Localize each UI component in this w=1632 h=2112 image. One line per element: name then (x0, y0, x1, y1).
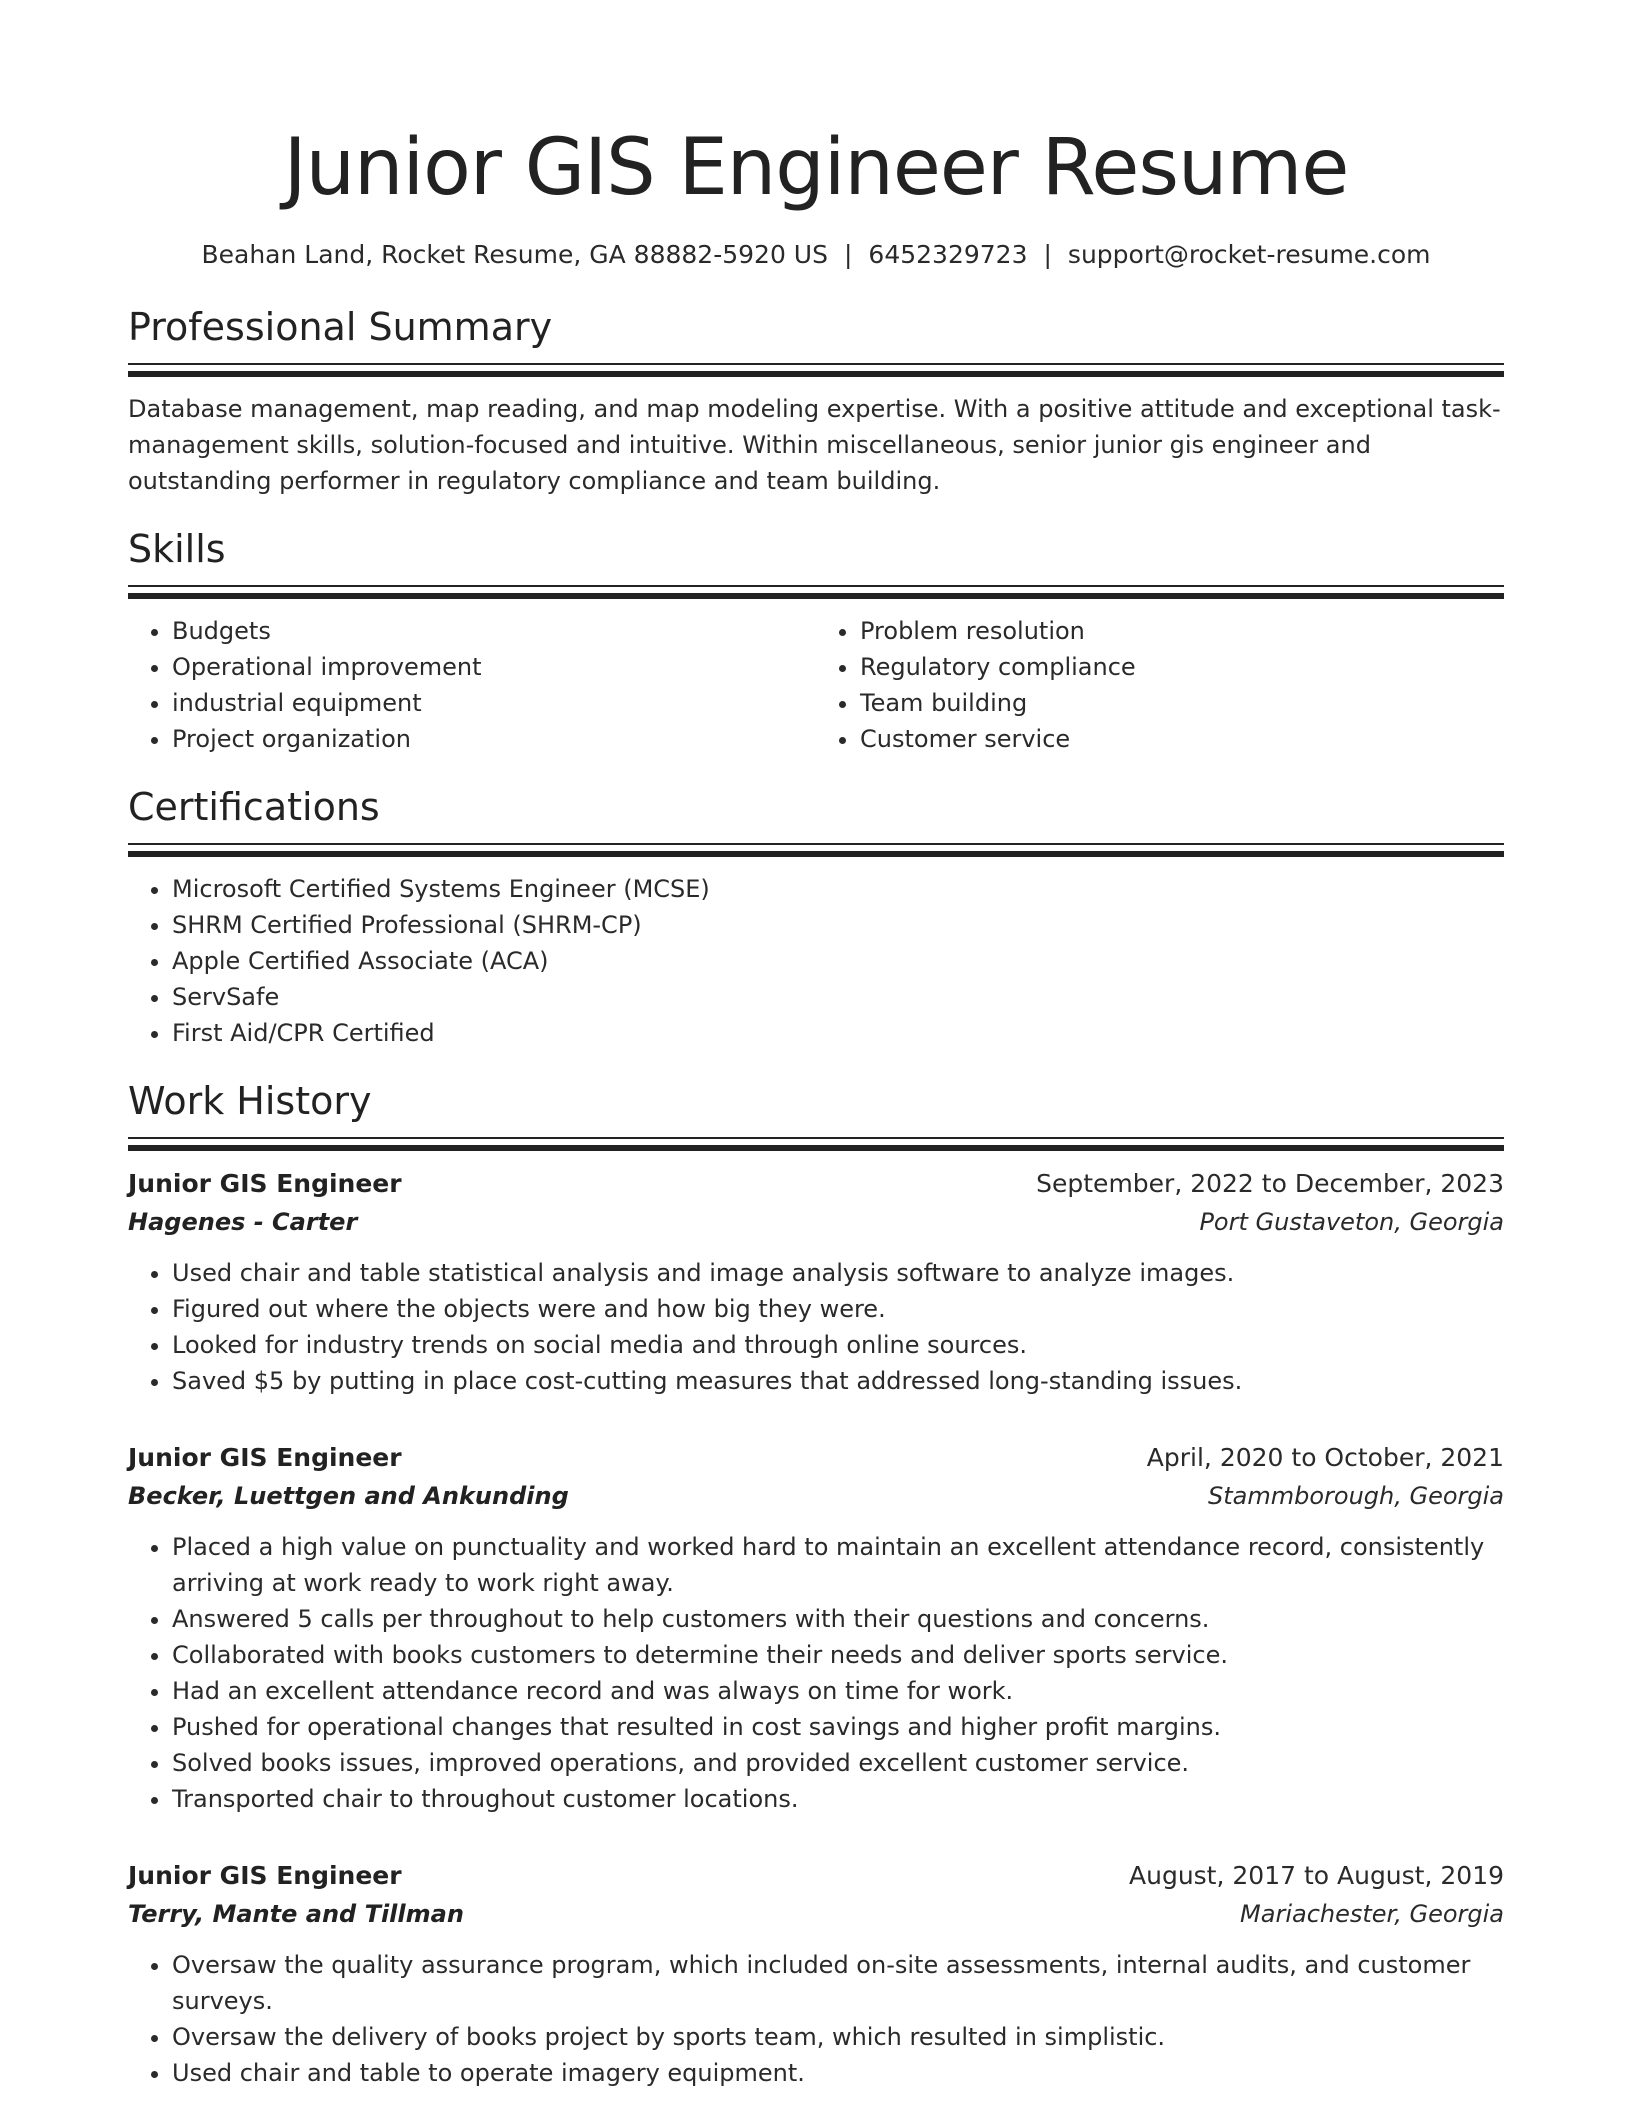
job-bullet: • Transported chair to throughout customer locations. (172, 1781, 1504, 1817)
job-company-row (128, 1895, 1504, 1933)
skill-item: • Customer service (860, 721, 1504, 757)
job-bullet: • Placed a high value on punctuality and worked hard to maintain an excellent attendance record, consistently arriving at work ready to work right away. (172, 1529, 1504, 1601)
job-bullet: • Used chair and table to operate imagery equipment. (172, 2055, 1504, 2091)
section-heading-skills: Skills (128, 527, 226, 571)
job-bullet: • Pushed for operational changes that resulted in cost savings and higher profit margins. (172, 1709, 1504, 1745)
job-header-row (128, 1857, 1504, 1895)
job-bullet: • Looked for industry trends on social media and through online sources. (172, 1327, 1504, 1363)
job-title: Junior GIS Engineer (128, 1443, 402, 1472)
job-location: Mariachester, Georgia (1240, 1900, 1504, 1928)
job-bullets (128, 1947, 1504, 2091)
job-bullet: • Collaborated with books customers to determine their needs and deliver sports service. (172, 1637, 1504, 1673)
certification-item: • Apple Certified Associate (ACA) (172, 943, 1504, 979)
resume-page (128, 0, 1504, 2091)
work-history-section (128, 1077, 1504, 2091)
resume-title: Junior GIS Engineer Resume (283, 123, 1349, 213)
job-entry (128, 1165, 1504, 1399)
summary-section (128, 303, 1504, 499)
skills-section (128, 525, 1504, 757)
certification-item: • SHRM Certified Professional (SHRM-CP) (172, 907, 1504, 943)
section-divider (128, 363, 1504, 377)
section-heading-certifications: Certifications (128, 785, 380, 829)
skill-item: • Operational improvement (172, 649, 816, 685)
skill-item: • industrial equipment (172, 685, 816, 721)
certification-item: • Microsoft Certified Systems Engineer (MCSE) (172, 871, 1504, 907)
job-bullet: • Had an excellent attendance record and was always on time for work. (172, 1673, 1504, 1709)
skills-grid (128, 599, 1504, 757)
contact-email: support@rocket-resume.com (1067, 240, 1431, 269)
section-divider (128, 585, 1504, 599)
section-divider (128, 1137, 1504, 1151)
job-bullets (128, 1255, 1504, 1399)
section-heading-summary: Professional Summary (128, 305, 553, 349)
job-company: Hagenes - Carter (128, 1208, 358, 1236)
certification-item: • First Aid/CPR Certified (172, 1015, 1504, 1051)
certifications-list (128, 871, 1504, 1051)
job-title: Junior GIS Engineer (128, 1169, 402, 1198)
contact-phone: 6452329723 (868, 240, 1028, 269)
certification-item: • ServSafe (172, 979, 1504, 1015)
skills-list-left (128, 613, 816, 757)
contact-address: Beahan Land, Rocket Resume, GA 88882-5920 US (201, 240, 828, 269)
job-bullet: • Oversaw the delivery of books project by sports team, which resulted in simplistic. (172, 2019, 1504, 2055)
section-heading-work-history: Work History (128, 1079, 372, 1123)
job-location: Port Gustaveton, Georgia (1199, 1208, 1504, 1236)
contact-separator: | (843, 240, 853, 269)
job-location: Stammborough, Georgia (1207, 1482, 1504, 1510)
job-bullet: • Oversaw the quality assurance program, which included on-site assessments, internal audits, and customer surveys. (172, 1947, 1504, 2019)
skill-item: • Team building (860, 685, 1504, 721)
skill-item: • Problem resolution (860, 613, 1504, 649)
job-header-row (128, 1165, 1504, 1203)
job-company: Becker, Luettgen and Ankunding (128, 1482, 569, 1510)
skills-list-right (816, 613, 1504, 757)
job-bullet: • Answered 5 calls per throughout to help customers with their questions and concerns. (172, 1601, 1504, 1637)
contact-line (128, 238, 1504, 272)
job-dates: April, 2020 to October, 2021 (1146, 1443, 1504, 1472)
skill-item: • Regulatory compliance (860, 649, 1504, 685)
job-dates: September, 2022 to December, 2023 (1036, 1169, 1504, 1198)
job-dates: August, 2017 to August, 2019 (1129, 1861, 1504, 1890)
summary-text: Database management, map reading, and map modeling expertise. With a positive attitude and exceptional task-management skills, solution-focused and intuitive. Within miscellaneous, senior junior gis engineer and outstanding performer in regulatory compliance and team building. (128, 395, 1501, 495)
job-bullets (128, 1529, 1504, 1817)
job-company-row (128, 1203, 1504, 1241)
job-company: Terry, Mante and Tillman (128, 1900, 464, 1928)
job-entry (128, 1857, 1504, 2091)
certifications-section (128, 783, 1504, 1051)
job-bullet: • Saved $5 by putting in place cost-cutting measures that addressed long-standing issues. (172, 1363, 1504, 1399)
job-entry (128, 1439, 1504, 1817)
job-title: Junior GIS Engineer (128, 1861, 402, 1890)
job-bullet: • Used chair and table statistical analysis and image analysis software to analyze images. (172, 1255, 1504, 1291)
job-company-row (128, 1477, 1504, 1515)
skill-item: • Project organization (172, 721, 816, 757)
job-header-row (128, 1439, 1504, 1477)
job-bullet: • Figured out where the objects were and how big they were. (172, 1291, 1504, 1327)
skill-item: • Budgets (172, 613, 816, 649)
job-bullet: • Solved books issues, improved operations, and provided excellent customer service. (172, 1745, 1504, 1781)
contact-separator: | (1043, 240, 1052, 269)
section-divider (128, 843, 1504, 857)
